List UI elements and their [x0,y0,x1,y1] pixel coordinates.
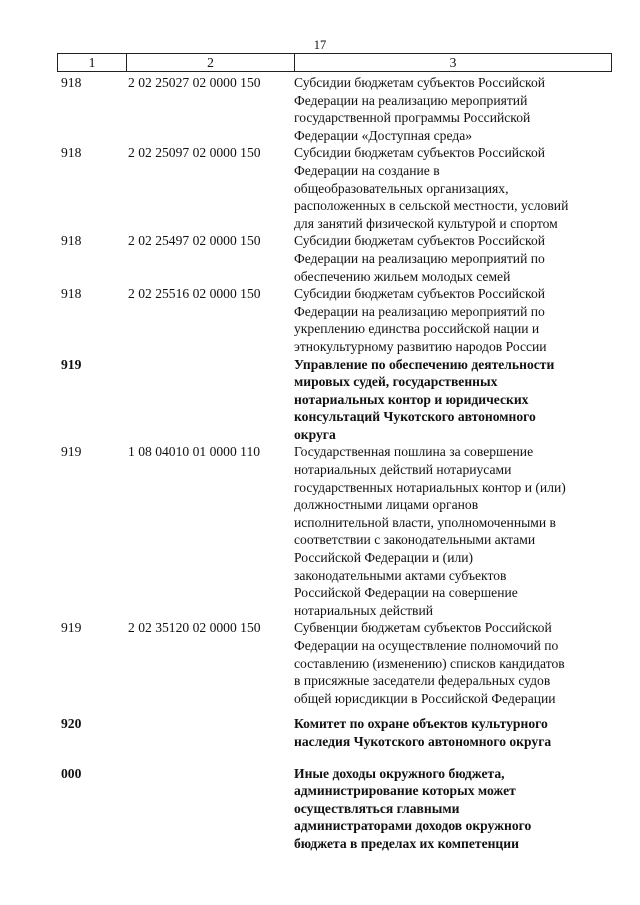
table-header [57,53,612,72]
description-line: нотариальных контор и юридических [294,391,529,407]
revenue-code-cell: 2 02 25097 02 0000 150 [128,145,261,161]
description-line: осуществляться главными [294,800,460,816]
description-line: составлению (изменению) списков кандидатов [294,655,565,671]
description-line: Субсидии бюджетам субъектов Российской [294,286,546,302]
admin-code-cell: 918 [61,145,82,161]
description-line: Федерации на осуществление полномочий по [294,638,559,653]
page-number: 17 [313,38,327,52]
description-line: наследия Чукотского автономного округа [294,733,552,749]
description-cell [294,144,604,232]
description-line: мировых судей, государственных [294,374,498,390]
description-line: государственной программы Российской [294,110,531,126]
description-cell [294,765,604,853]
description-line: Комитет по охране объектов культурного [294,716,548,732]
revenue-code-cell: 1 08 04010 01 0000 110 [128,444,261,460]
description-line: общеобразовательных организациях, [294,180,509,196]
description-line: округа [294,426,336,442]
row-spacer [57,751,612,765]
description-line: Субсидии бюджетам субъектов Российской [294,145,546,161]
description-line: законодательными актами субъектов [294,567,507,583]
table-row [57,765,612,853]
admin-code-cell: 920 [61,716,82,732]
description-line: администраторами доходов окружного [294,818,532,834]
description-line: обеспечению жильем молодых семей [294,268,511,284]
description-line: Федерации на реализацию мероприятий по [294,303,545,319]
description-line: Федерации на создание в [294,162,440,178]
description-line: Управление по обеспечению деятельности [294,356,555,372]
description-line: расположенных в сельской местности, условий [294,198,569,214]
description-line: Федерации на реализацию мероприятий по [294,250,545,266]
table-row [57,285,612,355]
admin-code-cell: 919 [61,356,82,372]
description-cell [294,619,604,707]
description-cell [294,232,604,285]
header-col-2: 2 [127,54,295,71]
description-line: Субсидии бюджетам субъектов Российской [294,75,546,90]
description-line: Федерации «Доступная среда» [294,127,473,143]
table-row [57,619,612,707]
description-line: в присяжные заседатели федеральных судов [294,673,551,689]
description-line: нотариальных действий [294,602,434,618]
description-line: для занятий физической культурой и спортом [294,215,558,231]
revenue-code-cell: 2 02 35120 02 0000 150 [128,620,261,636]
description-line: администрирование которых может [294,783,516,799]
description-line: Субсидии бюджетам субъектов Российской [294,233,546,249]
revenue-code-cell: 2 02 25516 02 0000 150 [128,286,261,302]
revenue-code-cell: 2 02 25497 02 0000 150 [128,233,261,249]
description-cell [294,715,604,750]
table-row [57,715,612,750]
description-line: Российской Федерации и (или) [294,550,474,566]
admin-code-cell: 918 [61,233,82,249]
description-line: должностными лицами органов [294,497,479,513]
description-line: общей юрисдикции в Российской Федерации [294,690,556,706]
description-cell [294,443,604,619]
admin-code-cell: 918 [61,286,82,302]
table-body [57,74,612,853]
description-cell [294,74,604,144]
table-row [57,232,612,285]
description-line: консультаций Чукотского автономного [294,409,536,425]
description-line: бюджета в пределах их компетенции [294,835,519,851]
table-row [57,74,612,144]
description-line: нотариальных действий нотариусами [294,462,512,478]
revenue-code-cell [126,356,294,444]
revenue-code-cell: 2 02 25027 02 0000 150 [128,75,261,90]
admin-code-cell: 919 [61,444,82,460]
table-row [57,443,612,619]
description-line: исполнительной власти, уполномоченными в [294,514,556,530]
admin-code-cell: 918 [61,75,82,90]
revenue-code-cell [126,765,294,853]
header-col-3: 3 [449,55,457,70]
description-line: Государственная пошлина за совершение [294,444,534,460]
table-row [57,356,612,444]
description-line: укреплению единства российской нации и [294,321,540,337]
description-line: Субвенции бюджетам субъектов Российской [294,620,552,636]
table-row [57,144,612,232]
description-cell [294,356,604,444]
header-col-1: 1 [58,54,127,71]
description-line: этнокультурному развитию народов России [294,338,547,354]
description-line: соответствии с законодательными актами [294,532,536,548]
description-line: Федерации на реализацию мероприятий [294,92,528,108]
row-spacer [57,707,612,715]
description-cell [294,285,604,355]
description-line: государственных нотариальных контор и (или) [294,479,566,495]
description-line: Иные доходы окружного бюджета, [294,765,505,781]
admin-code-cell: 919 [61,620,82,636]
admin-code-cell: 000 [61,765,82,781]
description-line: Российской Федерации на совершение [294,585,518,601]
revenue-code-cell [126,715,294,750]
